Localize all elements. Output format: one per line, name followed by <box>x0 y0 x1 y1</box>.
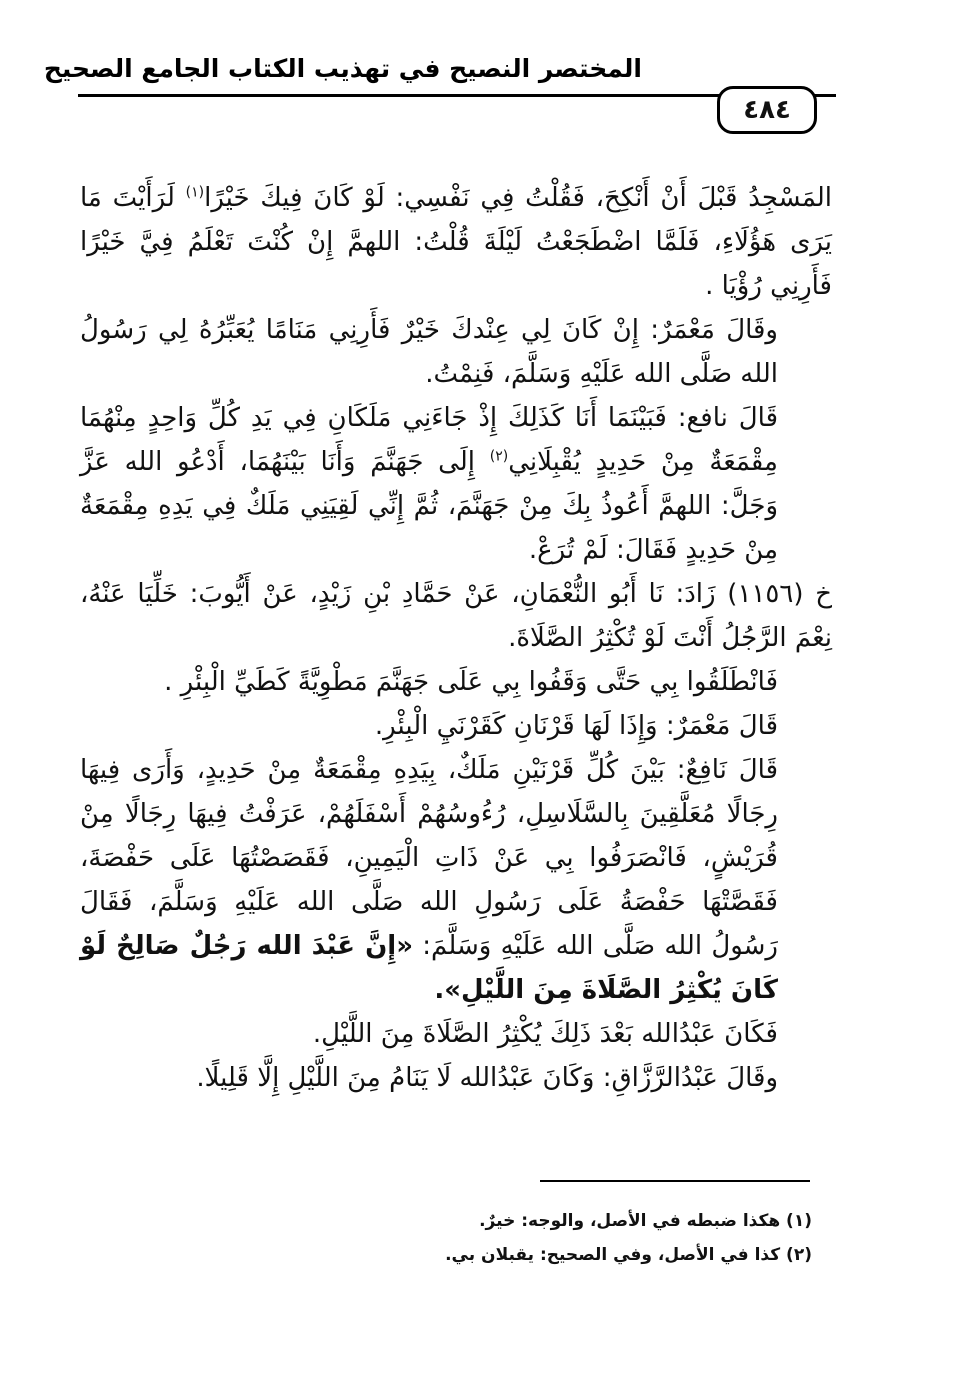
paragraph-3-text-a: قَالَ نافع: فَبَيْنَمَا أَنَا كَذَلِكَ إِذْ جَاءَنِي مَلَكَانِ فِي يَدِ كُلِّ وَاحِدٍ مِنْهُمَا مِقْمَعَةٌ مِنْ حَدِيدٍ يُقْبِلَانِي <box>80 403 778 477</box>
paragraph-1-text-b: لَرَأَيْتَ مَا يَرَى هَؤُلَاءِ، فَلَمَّا اضْطَجَعْتُ لَيْلَةَ قُلْتُ: اللهمَّ إِنْ كُنْتَ تَعْلَمُ فِيَّ خَيْرًا فَأَرِنِي رُؤْيَا . <box>80 183 832 301</box>
paragraph-8: فَكَانَ عَبْدُالله بَعْدَ ذَلِكَ يُكْثِرُ الصَّلَاةَ مِنَ اللَّيْلِ. <box>312 1019 778 1049</box>
paragraph-7 <box>80 748 832 1012</box>
paragraph-2: وقَالَ مَعْمَرٌ: إِنْ كَانَ لِي عِنْدكَ خَيْرٌ فَأَرِنِي مَنَامًا يُعَبِّرُهُ لِي رَسُولُ الله صَلَّى الله عَلَيْهِ وَسَلَّمَ، فَنِمْتُ. <box>80 315 778 389</box>
paragraph-6: قَالَ مَعْمَرٌ: وَإِذَا لَهَا قَرْنَانِ كَقَرْنَيِ الْبِئْرِ. <box>374 711 778 741</box>
paragraph-3 <box>80 396 832 572</box>
main-text <box>80 176 832 1100</box>
paragraph-1 <box>80 176 832 308</box>
footnote-ref-1: (١) <box>185 184 205 201</box>
footnotes <box>200 1204 812 1272</box>
paragraph-1-text-a: المَسْجِدُ قَبْلَ أَنْ أَنْكِحَ، فَقُلْتُ فِي نَفْسِي: لَوْ كَانَ فِيكَ خَيْرًا <box>204 183 832 213</box>
paragraph-4: خ (١١٥٦) زَادَ: نَا أَبُو النُّعْمَانِ، عَنْ حَمَّادِ بْنِ زَيْدٍ، عَنْ أَيُّوبَ: خَلِّيَا عَنْهُ، نِعْمَ الرَّجُلُ أَنْتَ لَوْ تُكْثِرُ الصَّلَاةَ. <box>80 579 832 653</box>
footnote-1: (١) هكذا ضبطه في الأصل، والوجه: خيرٌ. <box>479 1211 812 1231</box>
paragraph-5: فَانْطَلَقُوا بِي حَتَّى وَقَفُوا بِي عَلَى جَهَنَّمَ مَطْوِيَّةً كَطَيِّ الْبِئْرِ . <box>164 667 778 697</box>
hadith-quote: «إِنَّ عَبْدَ الله رَجُلٌ صَالِحٌ لَوْ كَانَ يُكْثِرُ الصَّلَاةَ مِنَ اللَّيْلِ». <box>80 931 778 1005</box>
paragraph-3-text-b: إِلَى جَهَنَّمَ وَأَنَا بَيْنَهُمَا، أَدْعُو الله عَزَّ وَجَلَّ: اللهمَّ أَعُوذُ بِكَ مِنْ جَهَنَّمَ، ثُمَّ إِنِّي لَقِيَنِي مَلَكٌ فِي يَدِهِ مِقْمَعَةٌ مِنْ حَدِيدٍ فَقَالَ: لَمْ تُرَعْ. <box>80 447 778 565</box>
footnote-ref-2: (٢) <box>489 448 509 465</box>
running-header-title: المختصر النصيح في تهذيب الكتاب الجامع الصحيح <box>43 54 642 83</box>
footnote-2: (٢) كذا في الأصل، وفي الصحيح: يقبلان بي. <box>445 1245 812 1265</box>
paragraph-7-text: قَالَ نَافِعٌ: بَيْنَ كُلِّ قَرْنَيْنِ مَلَكٌ، بِيَدِهِ مِقْمَعَةٌ مِنْ حَدِيدٍ، وَأَرَى فِيهَا رِجَالًا مُعَلَّقِينَ بِالسَّلَاسِلِ، رُءُوسُهُمْ أَسْفَلَهُمْ، عَرَفْتُ فِيهَا رِجَالًا مِنْ قُرَيْشٍ، فَانْصَرَفُوا بِي عَنْ ذَاتِ الْيَمِينِ، فَقَصَصْتُهَا عَلَى حَفْصَةَ، فَقَصَّتْهَا حَفْصَةُ عَلَى رَسُولِ الله صَلَّى الله عَلَيْهِ وَسَلَّمَ، فَقَالَ رَسُولُ الله صَلَّى الله عَلَيْهِ وَسَلَّمَ: <box>80 755 778 961</box>
footnote-rule <box>540 1180 810 1182</box>
paragraph-9: وقَالَ عَبْدُالرَّزَّاقِ: وَكَانَ عَبْدُالله لَا يَنَامُ مِنَ اللَّيْلِ إِلَّا قَلِيلًا. <box>196 1063 778 1093</box>
page-number: ٤٨٤ <box>717 86 817 134</box>
